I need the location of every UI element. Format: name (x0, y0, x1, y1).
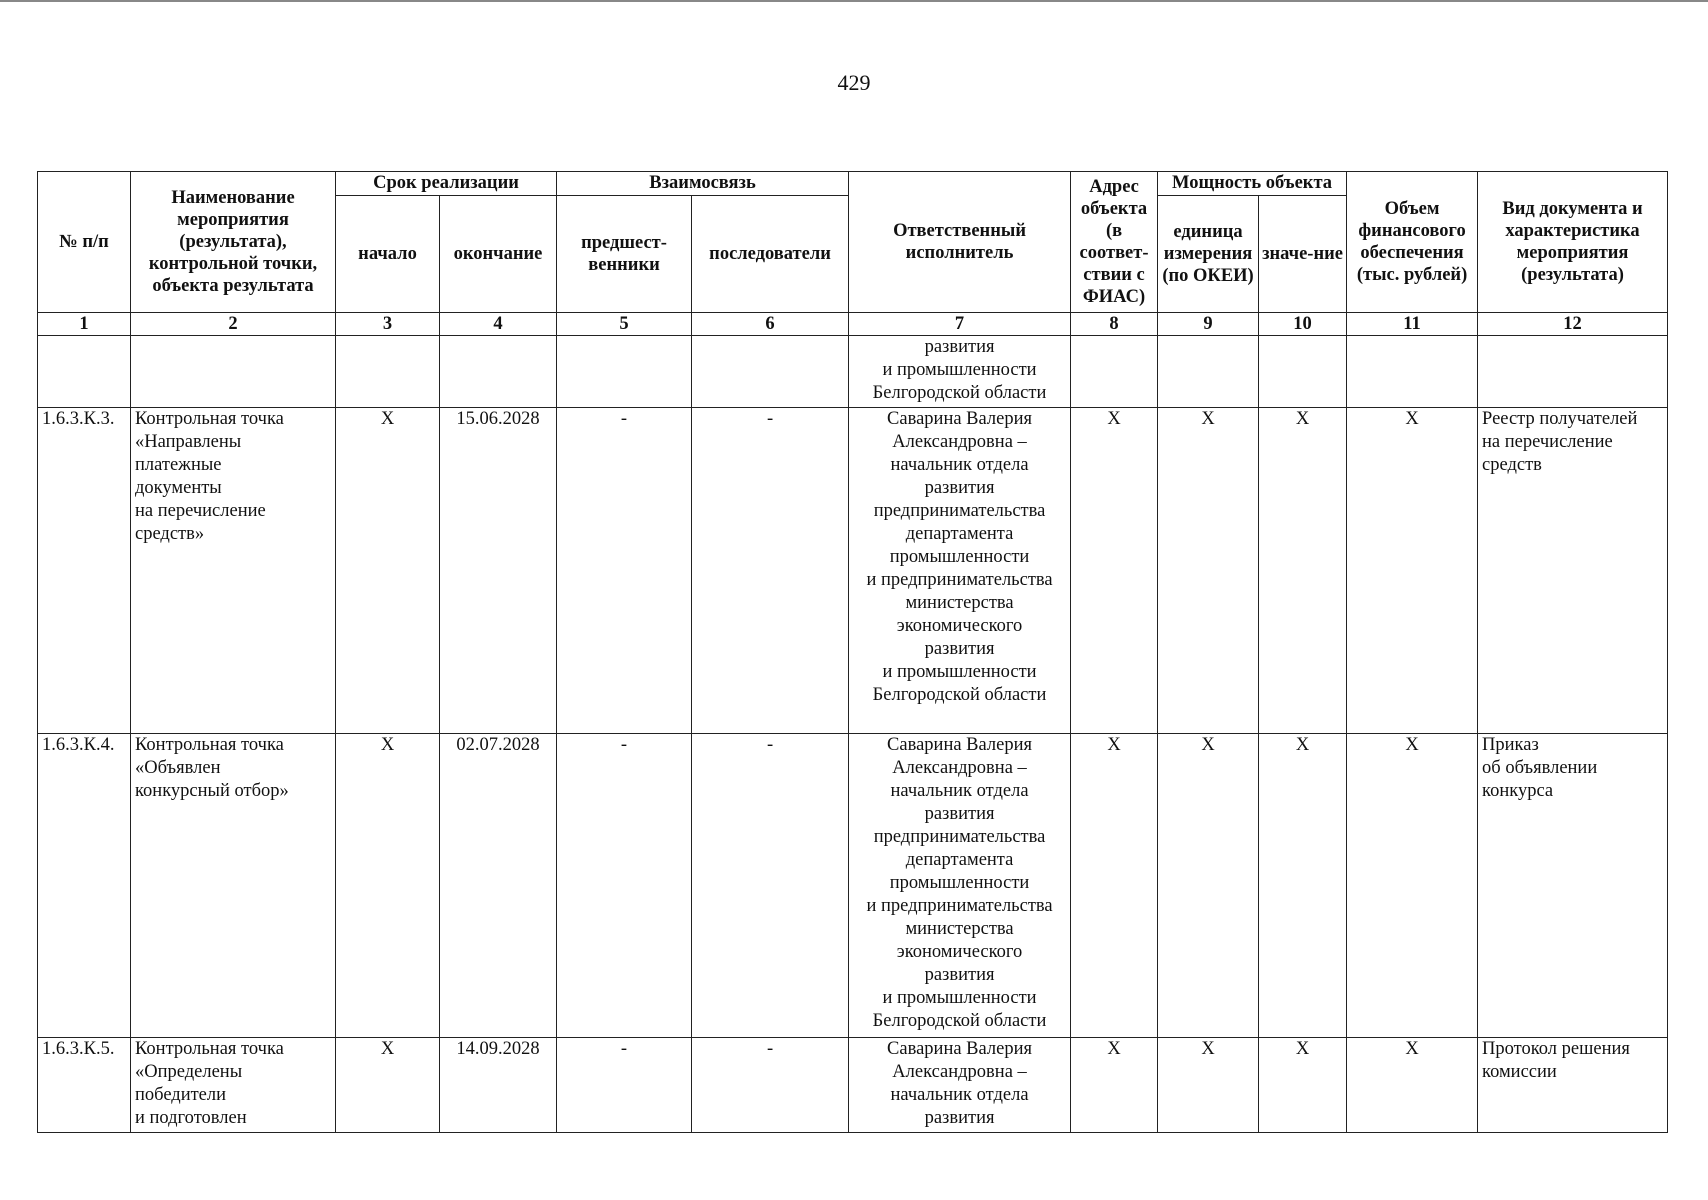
row-end (440, 336, 557, 408)
row-successors: - (692, 408, 849, 734)
header-address: Адрес объекта (в соответ-ствии с ФИАС) (1071, 172, 1158, 313)
row-successors: - (692, 1038, 849, 1133)
column-number: 12 (1478, 313, 1668, 336)
header-successors: последователи (692, 196, 849, 313)
column-number: 11 (1347, 313, 1478, 336)
row-address: Х (1071, 734, 1158, 1038)
column-number: 9 (1158, 313, 1259, 336)
table-header (38, 172, 1668, 336)
page-number: 429 (837, 70, 871, 95)
row-value (1259, 336, 1347, 408)
header-period: Срок реализации (336, 172, 557, 196)
row-finance (1347, 336, 1478, 408)
table-row (38, 1038, 1668, 1133)
header-num: № п/п (38, 172, 131, 313)
row-value: Х (1259, 408, 1347, 734)
row-end: 15.06.2028 (440, 408, 557, 734)
column-number: 8 (1071, 313, 1158, 336)
row-responsible: Саварина Валерия Александровна – начальник отдела развития предпринимательства департамента промышленности и предпринимательства министерства экономического развития и промышленности Белгородской области (849, 734, 1071, 1038)
table-body (38, 336, 1668, 1133)
row-predecessors: - (557, 734, 692, 1038)
header-value: значе-ние (1259, 196, 1347, 313)
row-finance: Х (1347, 408, 1478, 734)
column-number: 5 (557, 313, 692, 336)
header-finance: Объем финансового обеспечения (тыс. рублей) (1347, 172, 1478, 313)
row-value: Х (1259, 734, 1347, 1038)
plan-table (37, 171, 1668, 1133)
row-predecessors: - (557, 1038, 692, 1133)
row-name: Контрольная точка «Направлены платежные документы на перечисление средств» (131, 408, 336, 734)
column-number: 2 (131, 313, 336, 336)
header-name: Наименование мероприятия (результата), контрольной точки, объекта результата (131, 172, 336, 313)
row-doc: Приказ об объявлении конкурса (1478, 734, 1668, 1038)
row-num: 1.6.3.К.3. (38, 408, 131, 734)
table-row (38, 408, 1668, 734)
row-start: Х (336, 408, 440, 734)
row-name (131, 336, 336, 408)
column-number: 4 (440, 313, 557, 336)
row-responsible: развития и промышленности Белгородской области (849, 336, 1071, 408)
row-predecessors (557, 336, 692, 408)
column-number: 7 (849, 313, 1071, 336)
row-address: Х (1071, 1038, 1158, 1133)
row-name: Контрольная точка «Объявлен конкурсный отбор» (131, 734, 336, 1038)
row-name: Контрольная точка «Определены победители и подготовлен (131, 1038, 336, 1133)
header-link: Взаимосвязь (557, 172, 849, 196)
row-unit: Х (1158, 1038, 1259, 1133)
header-capacity: Мощность объекта (1158, 172, 1347, 196)
row-start (336, 336, 440, 408)
row-end: 14.09.2028 (440, 1038, 557, 1133)
header-start: начало (336, 196, 440, 313)
row-end: 02.07.2028 (440, 734, 557, 1038)
column-number: 10 (1259, 313, 1347, 336)
row-address: Х (1071, 408, 1158, 734)
row-responsible: Саварина Валерия Александровна – начальник отдела развития предпринимательства департамента промышленности и предпринимательства министерства экономического развития и промышленности Белгородской области (849, 408, 1071, 734)
column-number: 3 (336, 313, 440, 336)
row-num: 1.6.3.К.5. (38, 1038, 131, 1133)
row-num (38, 336, 131, 408)
header-doc-type: Вид документа и характеристика мероприятия (результата) (1478, 172, 1668, 313)
row-doc: Реестр получателей на перечисление средств (1478, 408, 1668, 734)
top-rule (0, 0, 1708, 2)
row-doc: Протокол решения комиссии (1478, 1038, 1668, 1133)
column-number: 6 (692, 313, 849, 336)
row-num: 1.6.3.К.4. (38, 734, 131, 1038)
row-doc (1478, 336, 1668, 408)
row-value: Х (1259, 1038, 1347, 1133)
header-unit: единица измерения (по ОКЕИ) (1158, 196, 1259, 313)
row-unit: Х (1158, 408, 1259, 734)
column-number-row (38, 313, 1668, 336)
table-row (38, 336, 1668, 408)
row-start: Х (336, 734, 440, 1038)
row-address (1071, 336, 1158, 408)
header-predecessors: предшест-венники (557, 196, 692, 313)
row-successors: - (692, 734, 849, 1038)
header-responsible: Ответственный исполнитель (849, 172, 1071, 313)
header-end: окончание (440, 196, 557, 313)
row-predecessors: - (557, 408, 692, 734)
row-successors (692, 336, 849, 408)
row-finance: Х (1347, 1038, 1478, 1133)
row-responsible: Саварина Валерия Александровна – начальник отдела развития (849, 1038, 1071, 1133)
row-finance: Х (1347, 734, 1478, 1038)
column-number: 1 (38, 313, 131, 336)
row-unit: Х (1158, 734, 1259, 1038)
row-start: Х (336, 1038, 440, 1133)
row-unit (1158, 336, 1259, 408)
table-row (38, 734, 1668, 1038)
